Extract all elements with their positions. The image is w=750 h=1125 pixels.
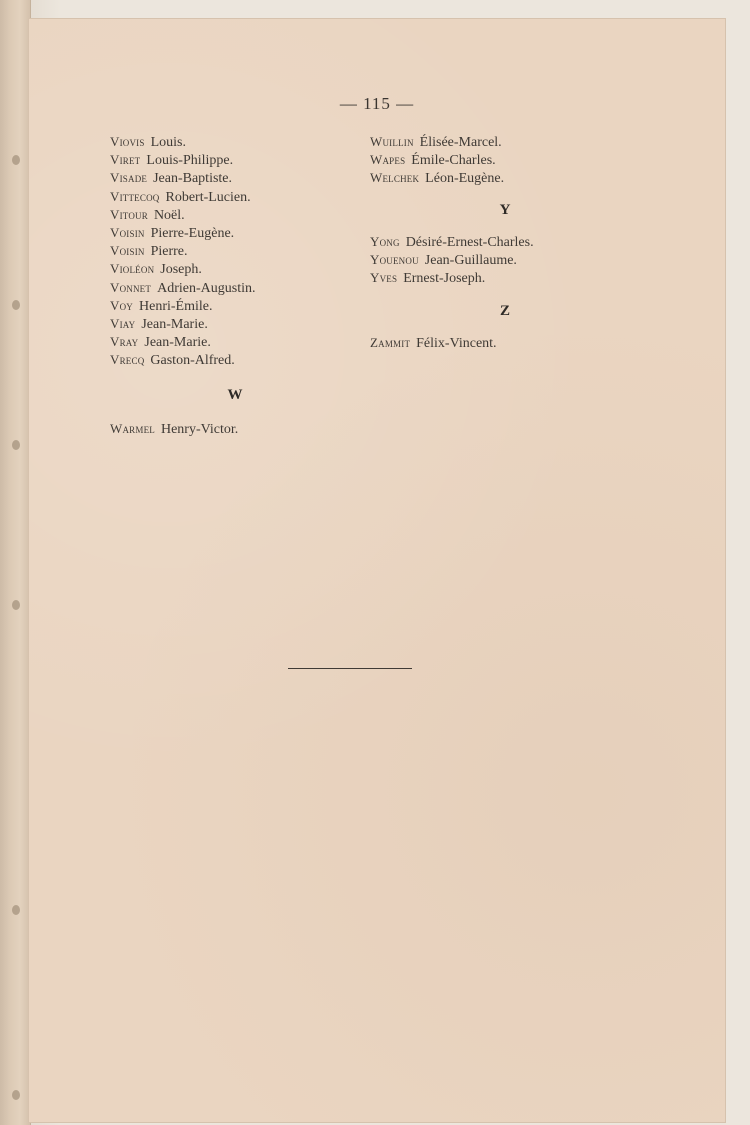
given-names: Noël. bbox=[153, 207, 185, 223]
given-names: Louis-Philippe. bbox=[146, 153, 234, 169]
surname: Vittecoq bbox=[110, 188, 160, 204]
surname: Warmel bbox=[110, 421, 155, 437]
name-entry bbox=[110, 297, 360, 315]
given-names: Joseph. bbox=[160, 262, 202, 278]
left-column bbox=[110, 133, 360, 439]
book-binding bbox=[0, 0, 31, 1125]
name-entry bbox=[370, 151, 640, 169]
surname: Viay bbox=[110, 315, 136, 331]
given-names: Jean-Marie. bbox=[141, 316, 208, 332]
surname: Wuillin bbox=[370, 134, 414, 149]
surname: Vray bbox=[110, 334, 139, 350]
name-entry bbox=[110, 133, 360, 151]
section-letter-y: Y bbox=[499, 201, 511, 218]
surname: Voisin bbox=[110, 243, 145, 259]
name-entry bbox=[370, 233, 640, 251]
given-names: Jean-Baptiste. bbox=[153, 171, 233, 187]
surname: Viovis bbox=[110, 134, 145, 149]
name-entry bbox=[110, 188, 360, 206]
binding-stitch bbox=[12, 600, 20, 610]
name-entry bbox=[110, 151, 360, 169]
surname: Viret bbox=[110, 152, 141, 168]
given-names: Désiré-Ernest-Charles. bbox=[405, 234, 534, 250]
right-column bbox=[370, 133, 640, 352]
given-names: Léon-Eugène. bbox=[425, 171, 505, 187]
given-names: Adrien-Augustin. bbox=[157, 280, 256, 296]
name-entry bbox=[110, 333, 360, 351]
name-entry bbox=[110, 242, 360, 260]
binding-stitch bbox=[12, 300, 20, 310]
surname: Voisin bbox=[110, 224, 145, 240]
closing-rule bbox=[288, 668, 412, 669]
given-names: Henri-Émile. bbox=[139, 298, 213, 314]
given-names: Élisée-Marcel. bbox=[419, 135, 502, 150]
surname: Violéon bbox=[110, 261, 155, 277]
name-entry bbox=[370, 269, 640, 287]
given-names: Jean-Guillaume. bbox=[424, 252, 517, 268]
surname: Welchek bbox=[370, 170, 420, 186]
name-entry bbox=[110, 224, 360, 242]
name-entry bbox=[110, 315, 360, 333]
given-names: Émile-Charles. bbox=[411, 153, 496, 169]
name-entry bbox=[110, 420, 360, 438]
surname: Vonnet bbox=[110, 279, 152, 295]
given-names: Jean-Marie. bbox=[144, 335, 211, 351]
name-entry bbox=[110, 206, 360, 224]
name-entry bbox=[110, 260, 360, 278]
page-number: — 115 — bbox=[339, 94, 415, 113]
surname: Zammit bbox=[370, 335, 411, 351]
section-letter-z: Z bbox=[499, 303, 510, 320]
name-entry bbox=[370, 251, 640, 269]
surname: Youenou bbox=[370, 251, 419, 267]
given-names: Ernest-Joseph. bbox=[403, 270, 486, 286]
name-entry bbox=[370, 334, 640, 352]
given-names: Félix-Vincent. bbox=[416, 336, 497, 352]
surname: Visade bbox=[110, 170, 148, 186]
name-entry bbox=[110, 279, 360, 297]
given-names: Pierre. bbox=[150, 244, 188, 260]
surname: Yong bbox=[370, 233, 400, 249]
given-names: Henry-Victor. bbox=[160, 422, 239, 438]
surname: Voy bbox=[110, 297, 133, 313]
document-page bbox=[28, 18, 726, 1123]
name-entry bbox=[110, 351, 360, 369]
name-entry bbox=[110, 169, 360, 187]
given-names: Pierre-Eugène. bbox=[150, 225, 235, 241]
name-entry bbox=[370, 169, 640, 187]
surname: Vrecq bbox=[110, 352, 145, 368]
binding-stitch bbox=[12, 440, 20, 450]
surname: Vitour bbox=[110, 206, 148, 222]
given-names: Louis. bbox=[150, 135, 186, 150]
given-names: Gaston-Alfred. bbox=[150, 353, 235, 369]
section-letter-w: W bbox=[227, 387, 243, 404]
name-entry bbox=[370, 133, 640, 151]
surname: Wapes bbox=[370, 152, 406, 168]
surname: Yves bbox=[370, 269, 398, 285]
binding-stitch bbox=[12, 155, 20, 165]
binding-stitch bbox=[12, 905, 20, 915]
given-names: Robert-Lucien. bbox=[165, 189, 251, 205]
binding-stitch bbox=[12, 1090, 20, 1100]
